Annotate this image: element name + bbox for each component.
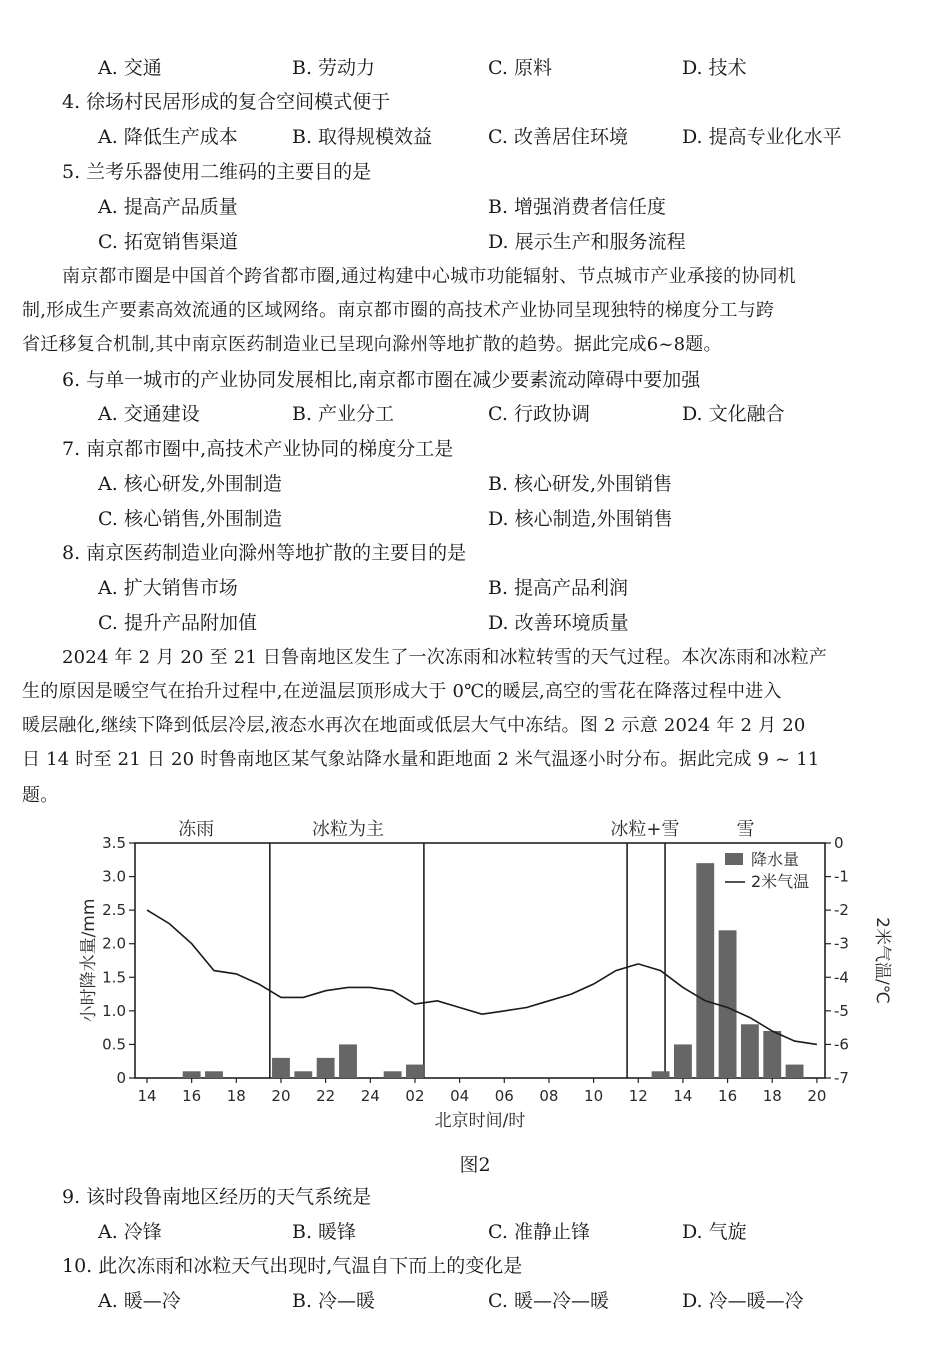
precipitation-bar [406, 1065, 424, 1078]
q4-option-d: D. 提高专业化水平 [682, 126, 842, 148]
precipitation-bar [763, 1031, 781, 1078]
x-axis-tick-label: 14 [673, 1087, 693, 1105]
q3-option-b: B. 劳动力 [292, 57, 376, 79]
q10-option-a: A. 暖—冷 [98, 1290, 181, 1312]
passage2-line-1: 2024 年 2 月 20 至 21 日鲁南地区发生了一次冻雨和冰粒转雪的天气过程。本次冻雨和冰粒产 [62, 647, 828, 668]
x-axis-tick-label: 18 [226, 1087, 246, 1105]
q4-stem: 4. 徐场村民居形成的复合空间模式便于 [62, 91, 391, 113]
q5-stem: 5. 兰考乐器使用二维码的主要目的是 [62, 161, 372, 183]
q8-option-c: C. 提升产品附加值 [98, 612, 257, 634]
legend-bar-label: 降水量 [751, 850, 800, 869]
precipitation-bar [741, 1024, 759, 1078]
q9-option-a: A. 冷锋 [98, 1221, 162, 1243]
left-axis-tick-label: 3.0 [102, 867, 126, 886]
passage1-line-3: 省迁移复合机制,其中南京医药制造业已呈现向滁州等地扩散的趋势。据此完成6~8题。 [22, 334, 722, 355]
left-axis-tick-label: 2.5 [102, 901, 126, 920]
q9-option-c: C. 准静止锋 [488, 1221, 590, 1243]
phase-label: 冻雨 [178, 819, 215, 840]
q7-stem: 7. 南京都市圈中,高技术产业协同的梯度分工是 [62, 438, 454, 460]
q10-option-b: B. 冷—暖 [292, 1290, 376, 1312]
q8-option-d: D. 改善环境质量 [488, 612, 629, 634]
q7-option-b: B. 核心研发,外围销售 [488, 473, 673, 495]
x-axis-tick-label: 10 [584, 1087, 604, 1105]
precipitation-bar [272, 1058, 290, 1078]
q10-stem: 10. 此次冻雨和冰粒天气出现时,气温自下而上的变化是 [62, 1255, 523, 1277]
q10-option-c: C. 暖—冷—暖 [488, 1290, 609, 1312]
phase-label: 冰粒为主 [311, 819, 384, 840]
left-axis-tick-label: 0.5 [102, 1035, 126, 1054]
x-axis-tick-label: 20 [807, 1087, 827, 1105]
figure-2-chart [79, 810, 892, 1155]
right-axis-tick-label: 0 [834, 834, 844, 852]
left-axis-title: 小时降水量/mm [79, 898, 99, 1023]
right-axis-tick-label: -4 [834, 968, 849, 987]
q5-option-b: B. 增强消费者信任度 [488, 196, 667, 218]
precipitation-bar [183, 1071, 201, 1078]
q7-option-d: D. 核心制造,外围销售 [488, 508, 673, 530]
q7-option-a: A. 核心研发,外围制造 [98, 473, 282, 495]
q3-option-c: C. 原料 [488, 57, 552, 79]
q9-option-b: B. 暖锋 [292, 1221, 357, 1243]
precipitation-bar [696, 863, 714, 1078]
x-axis-tick-label: 06 [494, 1087, 514, 1105]
q5-option-a: A. 提高产品质量 [98, 196, 238, 218]
precipitation-bar [719, 930, 737, 1078]
q9-stem: 9. 该时段鲁南地区经历的天气系统是 [62, 1186, 372, 1208]
legend-line-label: 2米气温 [751, 872, 810, 891]
q6-stem: 6. 与单一城市的产业协同发展相比,南京都市圈在减少要素流动障碍中要加强 [62, 369, 701, 391]
left-axis-tick-label: 0 [116, 1069, 126, 1087]
q5-option-c: C. 拓宽销售渠道 [98, 231, 238, 253]
x-axis-tick-label: 12 [628, 1087, 648, 1105]
q10-option-d: D. 冷—暖—冷 [682, 1290, 804, 1312]
right-axis-tick-label: -2 [834, 901, 849, 920]
precipitation-bar [317, 1058, 335, 1078]
q3-option-d: D. 技术 [682, 57, 747, 79]
precipitation-bar [652, 1071, 670, 1078]
right-axis-title: 2米气温/℃ [872, 917, 892, 1004]
q7-option-c: C. 核心销售,外围制造 [98, 508, 282, 530]
right-axis-tick-label: -5 [834, 1001, 849, 1020]
x-axis-tick-label: 08 [539, 1087, 559, 1105]
passage2-line-2: 生的原因是暖空气在抬升过程中,在逆温层顶形成大于 0℃的暖层,高空的雪花在降落过程中进入 [22, 681, 782, 702]
q4-option-c: C. 改善居住环境 [488, 126, 628, 148]
x-axis-tick-label: 22 [316, 1087, 336, 1105]
q6-option-b: B. 产业分工 [292, 403, 395, 425]
passage2-line-4: 日 14 时至 21 日 20 时鲁南地区某气象站降水量和距地面 2 米气温逐小时分布。据此完成 9 ~ 11 [22, 749, 820, 770]
left-axis-tick-label: 2.0 [102, 934, 126, 953]
phase-label: 冰粒+雪 [610, 819, 680, 840]
x-axis-tick-label: 04 [450, 1087, 470, 1105]
precipitation-bar [384, 1071, 402, 1078]
left-axis-tick-label: 3.5 [102, 834, 126, 852]
x-axis-tick-label: 14 [137, 1087, 157, 1105]
q5-option-d: D. 展示生产和服务流程 [488, 231, 686, 253]
q9-option-d: D. 气旋 [682, 1221, 747, 1243]
precipitation-bar [674, 1044, 692, 1078]
q8-option-b: B. 提高产品利润 [488, 577, 629, 599]
q6-option-c: C. 行政协调 [488, 403, 590, 425]
figure-caption: 图2 [459, 1154, 491, 1176]
passage2-line-3: 暖层融化,继续下降到低层冷层,液态水再次在地面或低层大气中冻结。图 2 示意 2024 年 2 月 20 [22, 715, 806, 736]
phase-label: 雪 [736, 819, 755, 840]
passage1-line-1: 南京都市圈是中国首个跨省都市圈,通过构建中心城市功能辐射、节点城市产业承接的协同机 [62, 266, 796, 287]
q6-option-a: A. 交通建设 [98, 403, 200, 425]
left-axis-tick-label: 1.5 [102, 968, 126, 987]
q8-stem: 8. 南京医药制造业向滁州等地扩散的主要目的是 [62, 542, 467, 564]
q4-option-b: B. 取得规模效益 [292, 126, 433, 148]
x-axis-tick-label: 02 [405, 1087, 425, 1105]
right-axis-tick-label: -7 [834, 1069, 849, 1087]
right-axis-tick-label: -1 [834, 867, 849, 886]
q6-option-d: D. 文化融合 [682, 403, 785, 425]
x-axis-title: 北京时间/时 [434, 1111, 526, 1131]
x-axis-tick-label: 18 [762, 1087, 782, 1105]
q4-option-a: A. 降低生产成本 [98, 126, 238, 148]
precipitation-bar [294, 1071, 312, 1078]
legend-bar-swatch [725, 853, 743, 865]
q3-option-a: A. 交通 [98, 57, 162, 79]
x-axis-tick-label: 24 [360, 1087, 380, 1105]
right-axis-tick-label: -3 [834, 934, 849, 953]
precipitation-bar [339, 1044, 357, 1078]
passage1-line-2: 制,形成生产要素高效流通的区域网络。南京都市圈的高技术产业协同呈现独特的梯度分工与跨 [22, 300, 775, 321]
passage2-line-5: 题。 [22, 785, 59, 806]
temperature-line [147, 910, 817, 1044]
left-axis-tick-label: 1.0 [102, 1001, 126, 1020]
chart-svg [79, 810, 892, 1155]
x-axis-tick-label: 16 [182, 1087, 202, 1105]
precipitation-bar [205, 1071, 223, 1078]
q8-option-a: A. 扩大销售市场 [98, 577, 238, 599]
right-axis-tick-label: -6 [834, 1035, 849, 1054]
precipitation-bar [786, 1065, 804, 1078]
x-axis-tick-label: 16 [718, 1087, 738, 1105]
x-axis-tick-label: 20 [271, 1087, 291, 1105]
